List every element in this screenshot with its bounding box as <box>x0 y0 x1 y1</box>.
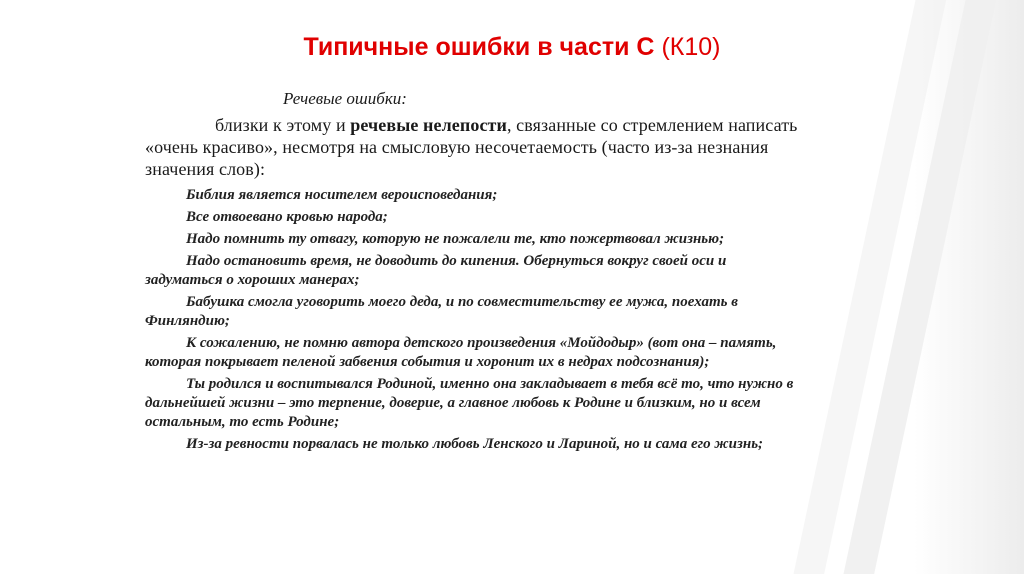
slide-title-code: (К10) <box>661 33 721 61</box>
example-item: Все отвоевано кровью народа; <box>186 209 388 225</box>
intro-text-end: , связанные со стремлением написать «очень красиво», несмотря на смысловую несочетаемость (часто из-за незнания значения слов): <box>145 115 798 179</box>
intro-emphasis: речевые нелепости <box>350 115 507 135</box>
example-item: Из-за ревности порвалась не только любовь Ленского и Лариной, но и сама его жизнь; <box>186 436 764 452</box>
slide-body <box>145 88 805 457</box>
example-item: Ты родился и воспитывался Родиной, именно она закладывает в тебя всё то, что нужно в дальнейшей жизни – это терпение, доверие, а главное любовь к Родине и близким, но и всем остальным, то есть Родине; <box>145 376 794 430</box>
example-item: Надо помнить ту отвагу, которую не пожалели те, кто пожертвовал жизнью; <box>186 231 725 247</box>
example-item: Бабушка смогла уговорить моего деда, и по совместительству ее мужа, поехать в Финляндию; <box>145 294 738 329</box>
intro-paragraph <box>145 114 805 180</box>
section-subheading: Речевые ошибки: <box>283 89 407 108</box>
example-item: К сожалению, не помню автора детского произведения «Мойдодыр» (вот она – память, которая покрывает пеленой забвения события и хоронит их в недрах подсознания); <box>145 335 777 370</box>
slide-title-main: Типичные ошибки в части С <box>303 33 655 61</box>
example-item: Надо остановить время, не доводить до кипения. Обернуться вокруг своей оси и задуматься о хороших манерах; <box>145 253 727 288</box>
intro-text-start: близки к этому и <box>215 115 351 135</box>
examples-list <box>145 186 805 454</box>
example-item: Библия является носителем вероисповедания; <box>186 187 498 203</box>
slide-title <box>0 30 1024 64</box>
decorative-edge-shading <box>914 0 1024 574</box>
